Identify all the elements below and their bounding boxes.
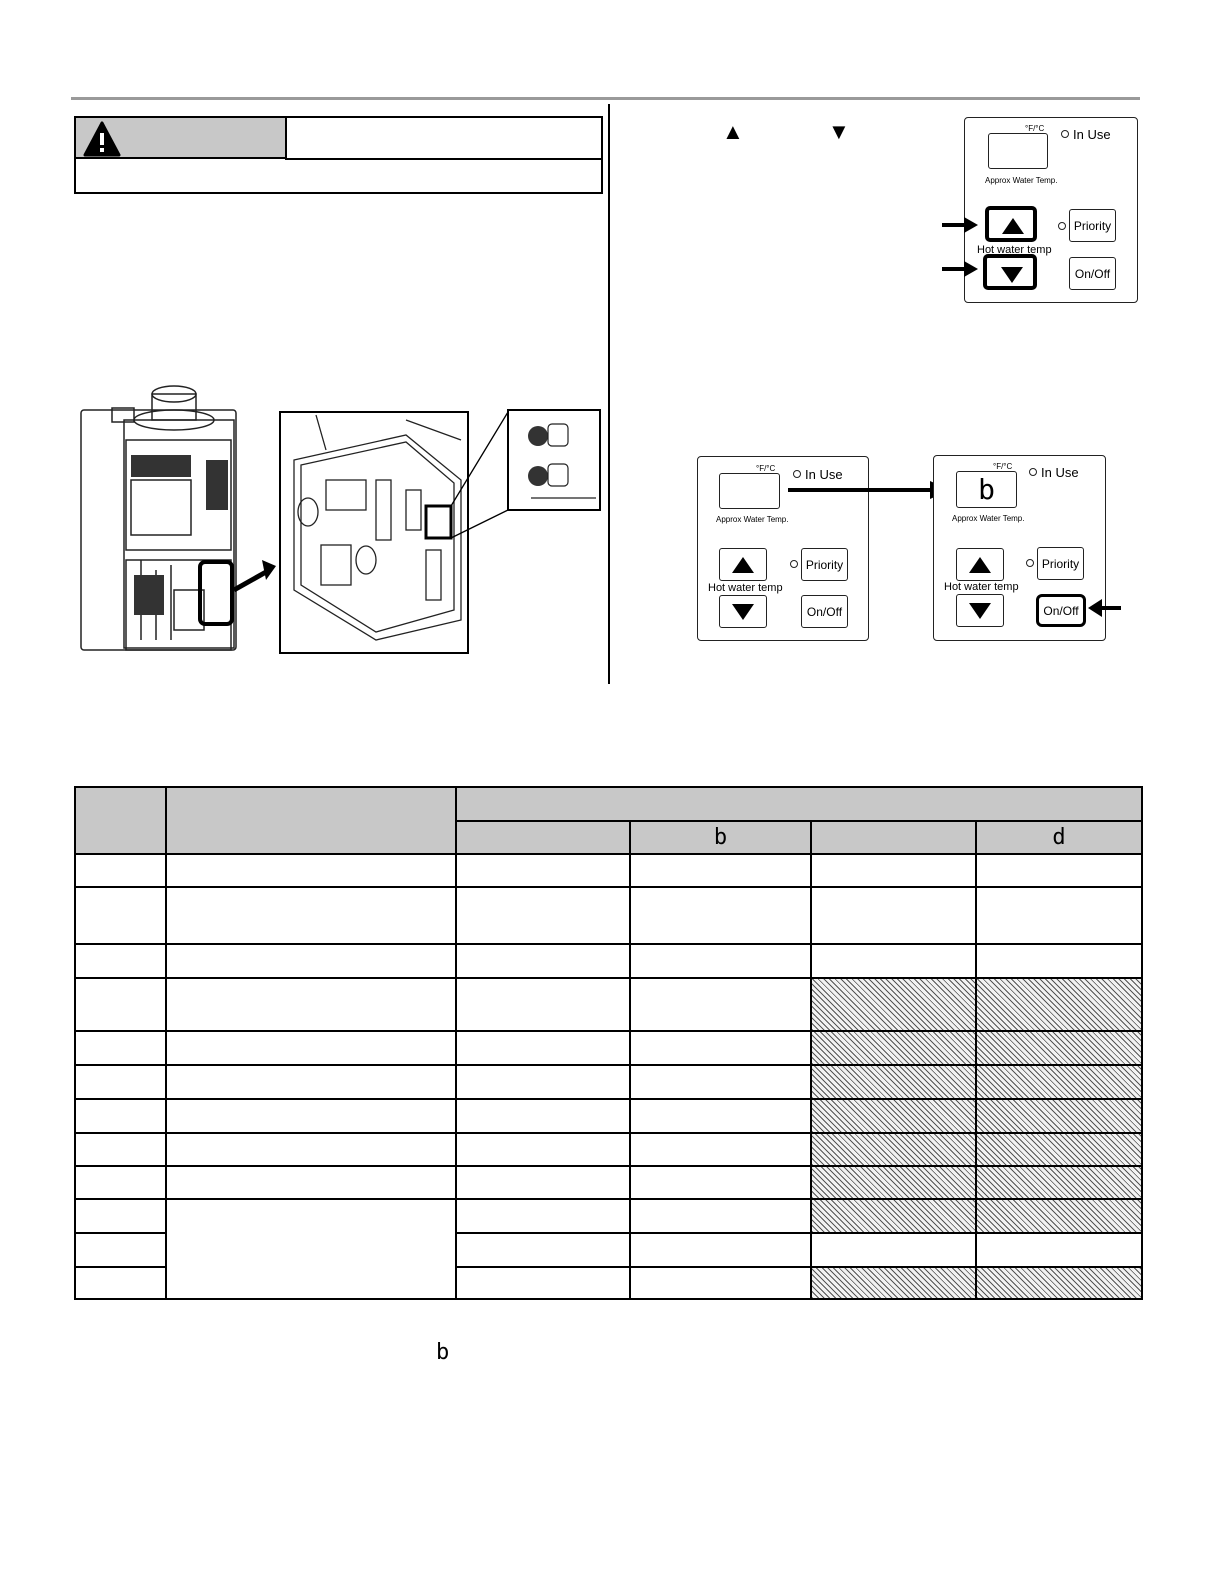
cell-no [75,1031,166,1065]
cell-item [166,1166,456,1199]
onoff-button-before[interactable]: On/Off [801,595,848,628]
cell-setting-a [456,854,630,887]
hot-water-temp-label: Hot water temp [977,244,1052,256]
warning-triangle-icon [82,120,122,158]
cell-setting-b [630,1099,811,1133]
down-symbol: ▼ [828,119,850,144]
priority-button-before[interactable]: Priority [801,548,848,581]
cell-setting-d [976,1199,1142,1233]
cell-no [75,1133,166,1166]
table-row [75,944,1142,978]
cell-setting-c [811,1065,976,1099]
cell-setting-b [630,1199,811,1233]
cell-item [166,1133,456,1166]
cell-setting-b [630,1031,811,1065]
control-panel-top [964,117,1138,303]
cell-setting-d [976,854,1142,887]
cell-setting-d [976,1099,1142,1133]
cell-setting-b [630,1166,811,1199]
cell-setting-d [976,1065,1142,1099]
priority-led [1058,222,1066,230]
cell-setting-a [456,1166,630,1199]
cell-setting-c [811,1233,976,1267]
cell-setting-a [456,887,630,944]
in-use-label-after: In Use [1041,465,1079,480]
table-row [75,1099,1142,1133]
hot-water-temp-label-after: Hot water temp [944,581,1019,593]
cell-item [166,944,456,978]
control-panel-after [933,455,1106,641]
in-use-label: In Use [1073,127,1111,142]
arrow-up-icon [1002,218,1024,234]
settings-table [74,786,1143,1300]
cell-item [166,1065,456,1099]
table-row [75,1133,1142,1166]
cell-setting-c [811,887,976,944]
cell-setting-b [630,854,811,887]
unit-label-after: °F/°C [993,462,1013,471]
priority-button-after[interactable]: Priority [1037,547,1084,580]
table-row [75,854,1142,887]
table-row [75,1199,1142,1233]
temp-down-button[interactable] [983,254,1037,290]
cell-setting-c [811,1199,976,1233]
in-use-label-before: In Use [805,467,843,482]
water-heater-illustration [76,380,606,660]
temp-display-before [719,473,780,509]
top-rule [71,97,1140,100]
arrow-up-icon [969,557,991,573]
cell-no [75,854,166,887]
in-use-led-after [1029,468,1037,476]
cell-no [75,944,166,978]
onoff-button[interactable]: On/Off [1069,257,1116,290]
cell-setting-d [976,1166,1142,1199]
cell-setting-c [811,1031,976,1065]
temp-down-button-before[interactable] [719,595,767,628]
cell-no [75,1267,166,1299]
cell-setting-b [630,1267,811,1299]
onoff-pointer-arrow [1086,596,1122,620]
cell-item [166,978,456,1031]
table-row [75,1166,1142,1199]
hot-water-temp-label-before: Hot water temp [708,582,783,594]
cell-setting-d [976,887,1142,944]
approx-temp-label-before: Approx Water Temp. [716,515,789,524]
cell-setting-c [811,944,976,978]
transition-arrow [788,478,952,502]
cell-item [166,1099,456,1133]
cell-no [75,978,166,1031]
cell-no [75,1199,166,1233]
cell-item [166,887,456,944]
cell-setting-a [456,944,630,978]
cell-setting-c [811,1166,976,1199]
table-header-row [75,787,1142,821]
temp-down-button-after[interactable] [956,594,1004,627]
cell-no [75,887,166,944]
onoff-button-after[interactable]: On/Off [1036,594,1086,627]
warning-separator [285,158,603,160]
table-row [75,978,1142,1031]
cell-setting-a [456,1267,630,1299]
cell-setting-b [630,1133,811,1166]
warning-header [74,116,287,159]
unit-label: °F/°C [1025,124,1045,133]
temp-up-button-before[interactable] [719,548,767,581]
unit-label-before: °F/°C [756,464,776,473]
cell-setting-a [456,1031,630,1065]
temp-display [988,133,1048,169]
in-use-led-before [793,470,801,478]
cell-setting-b [630,1233,811,1267]
subheader-cell [456,821,630,854]
cell-setting-b [630,887,811,944]
subheader-cell: b [630,821,811,854]
approx-temp-label: Approx Water Temp. [985,176,1058,185]
column-divider [608,104,610,684]
cell-setting-d [976,1233,1142,1267]
cell-setting-c [811,978,976,1031]
cell-setting-d [976,1267,1142,1299]
cell-setting-a [456,978,630,1031]
cell-setting-d [976,944,1142,978]
cell-setting-c [811,854,976,887]
header-cell-settings [456,787,1142,821]
cell-setting-c [811,1099,976,1133]
header-cell-no [75,787,166,854]
cell-setting-c [811,1267,976,1299]
subheader-cell [811,821,976,854]
cell-setting-a [456,1133,630,1166]
arrow-down-icon [969,603,991,619]
cell-setting-a [456,1065,630,1099]
pointer-arrows [940,214,980,280]
approx-temp-label-after: Approx Water Temp. [952,514,1025,523]
cell-item [166,1199,456,1299]
arrow-up-icon [732,557,754,573]
cell-setting-c [811,1133,976,1166]
cell-item [166,854,456,887]
in-use-led [1061,130,1069,138]
cell-setting-b [630,978,811,1031]
up-symbol: ▲ [722,119,744,144]
cell-no [75,1233,166,1267]
arrow-down-icon [732,604,754,620]
cell-no [75,1099,166,1133]
cell-no [75,1065,166,1099]
subheader-cell: d [976,821,1142,854]
cell-item [166,1031,456,1065]
header-cell-item [166,787,456,854]
table-row [75,1031,1142,1065]
arrow-down-icon [1001,267,1023,283]
cell-setting-d [976,1133,1142,1166]
cell-setting-b [630,1065,811,1099]
cell-setting-b [630,944,811,978]
priority-led-before [790,560,798,568]
cell-setting-d [976,1031,1142,1065]
footnote-glyph: b [436,1340,450,1365]
priority-button[interactable]: Priority [1069,209,1116,242]
cell-setting-d [976,978,1142,1031]
cell-setting-a [456,1233,630,1267]
cell-setting-a [456,1199,630,1233]
temp-up-button[interactable] [985,206,1037,242]
temp-up-button-after[interactable] [956,548,1004,581]
priority-led-after [1026,559,1034,567]
cell-setting-a [456,1099,630,1133]
table-row [75,887,1142,944]
table-row [75,1065,1142,1099]
cell-no [75,1166,166,1199]
temp-display-after: b [956,471,1017,508]
